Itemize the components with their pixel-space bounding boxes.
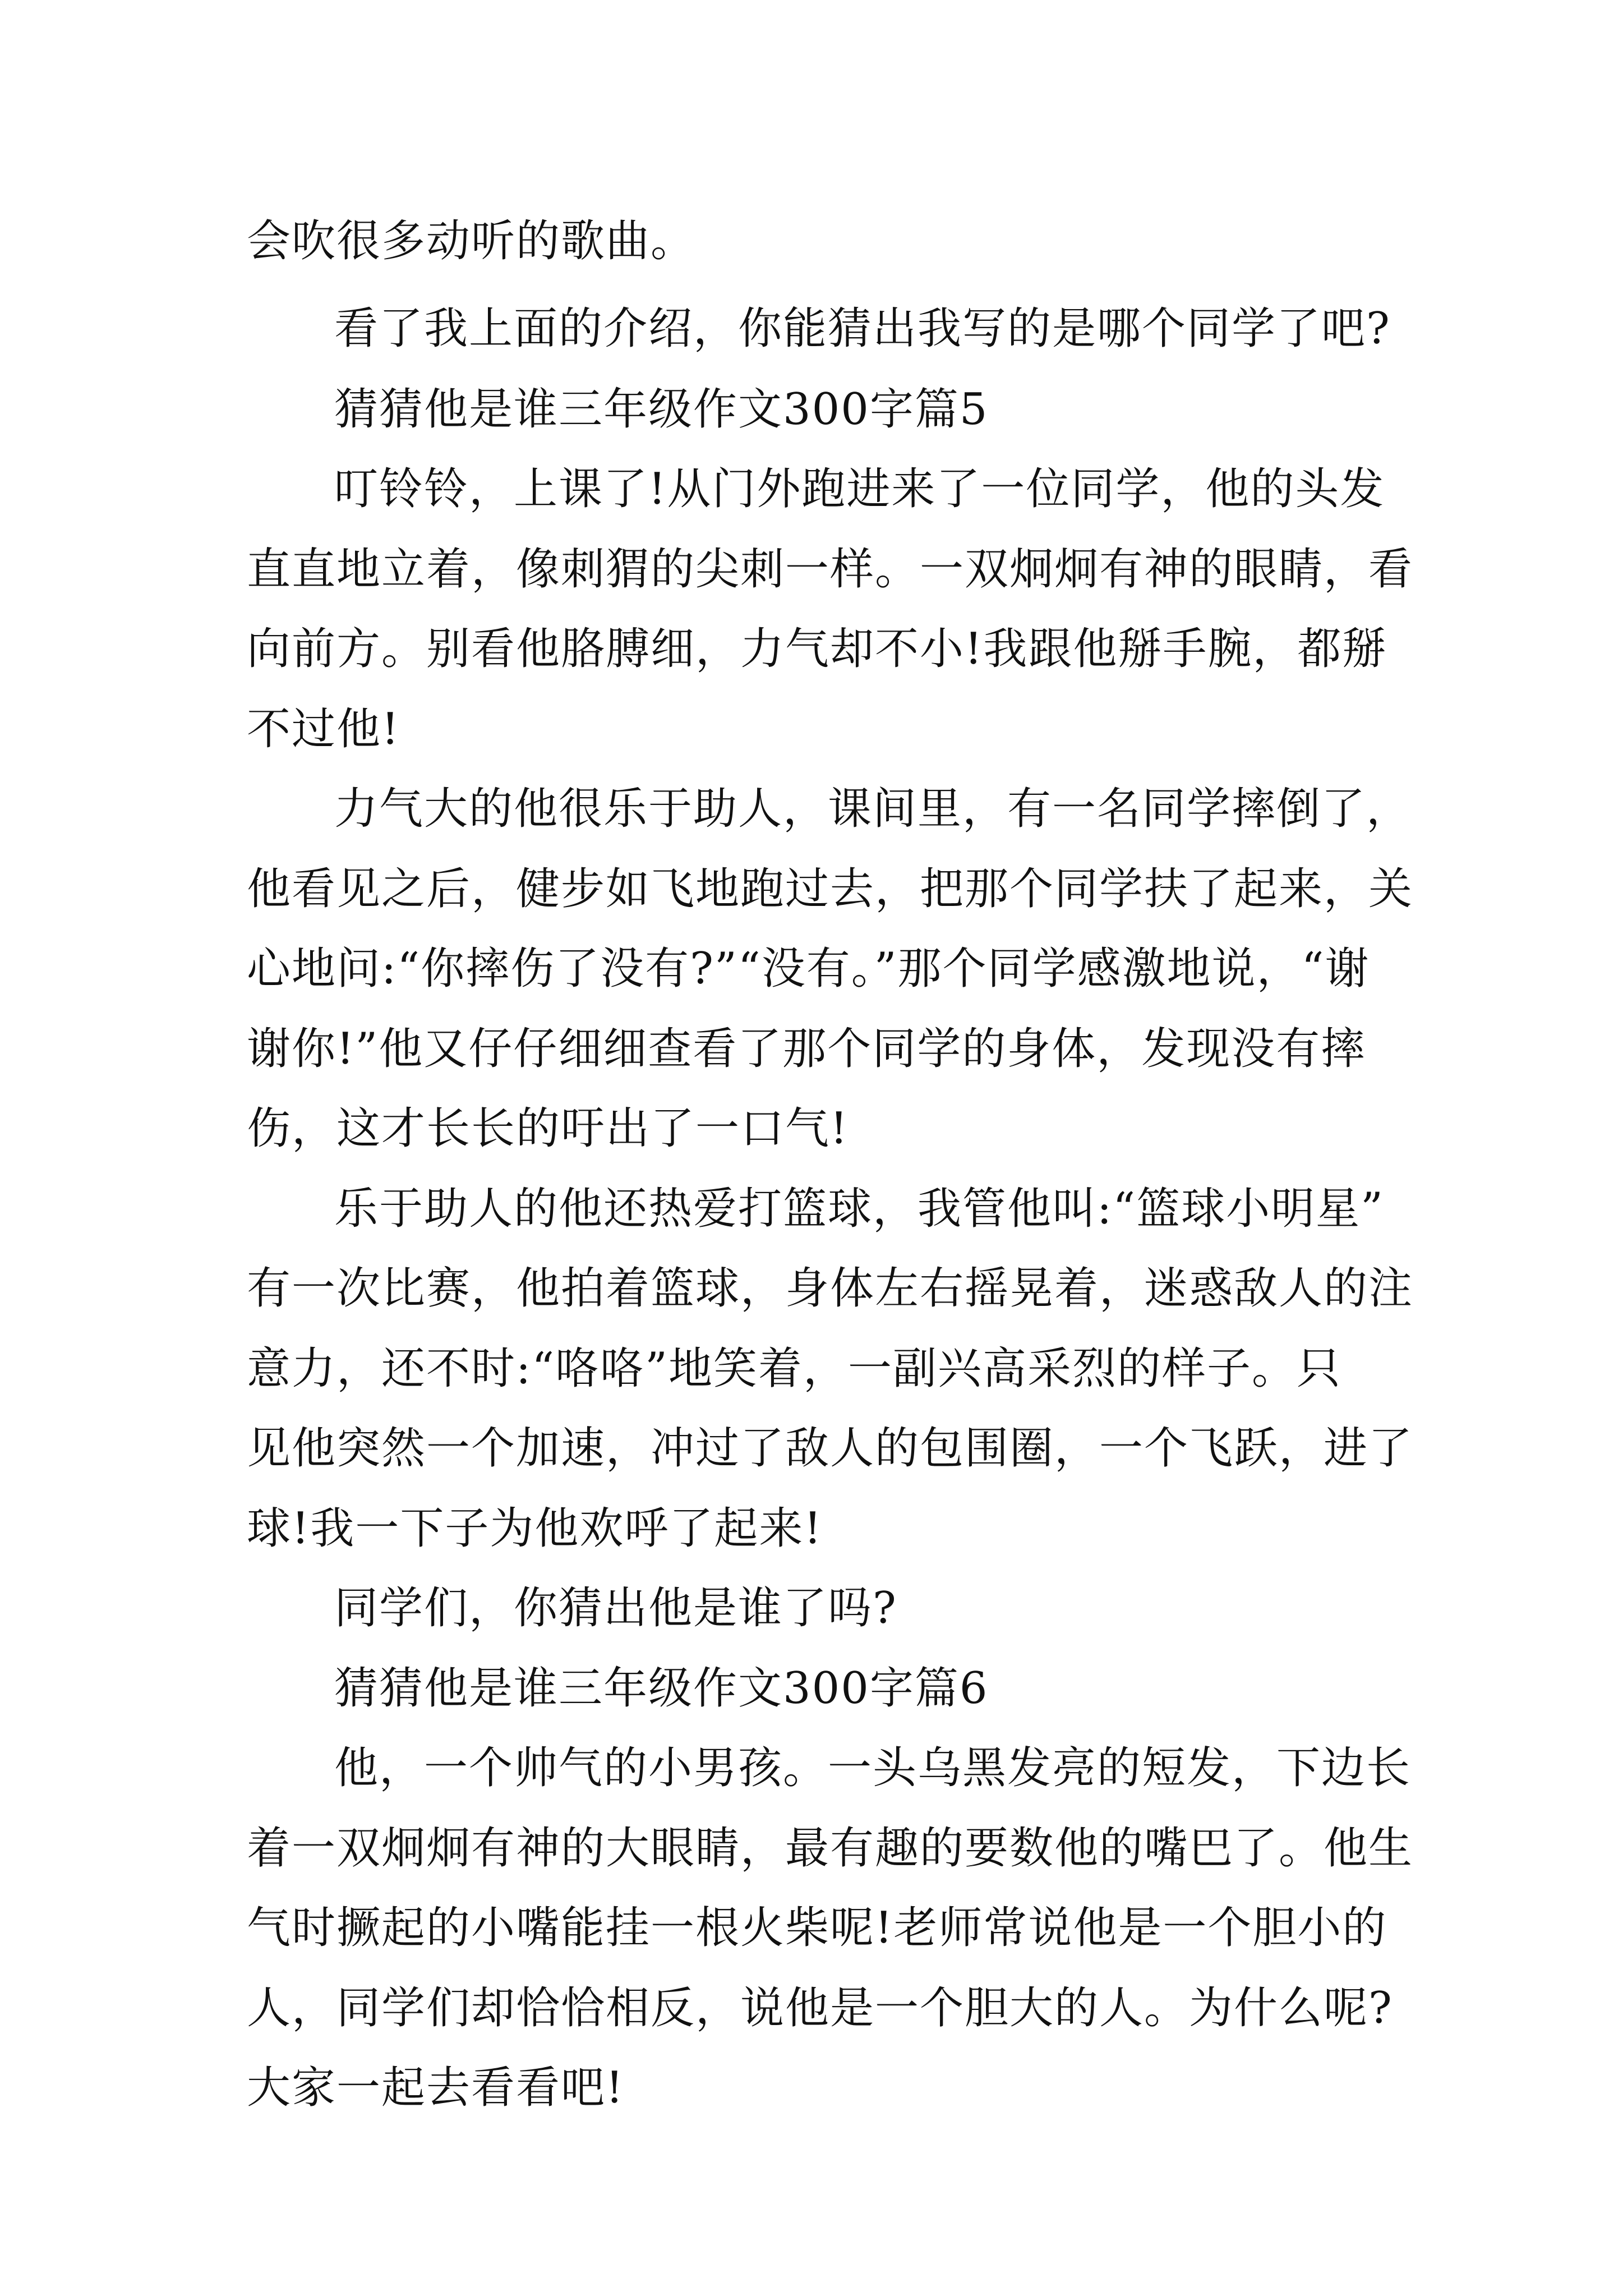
- text-line: 伤，这才长长的吁出了一口气!: [247, 1103, 849, 1154]
- text-line: 同学们，你猜出他是谁了吗?: [334, 1583, 897, 1634]
- text-line: 会吹很多动听的歌曲。: [247, 216, 696, 266]
- text-line: 意力，还不时:“咯咯”地笑着，一副兴高采烈的样子。只: [247, 1343, 1342, 1394]
- text-line: 球!我一下子为他欢呼了起来!: [247, 1503, 823, 1554]
- text-line: 谢你!”他又仔仔细细查看了那个同学的身体，发现没有摔: [247, 1024, 1366, 1074]
- section-heading: 猜猜他是谁三年级作文300字篇6: [334, 1663, 989, 1714]
- text-line: 见他突然一个加速，冲过了敌人的包围圈，一个飞跃，进了: [247, 1423, 1414, 1474]
- text-line: 直直地立着，像刺猬的尖刺一样。一双炯炯有神的眼睛，看: [247, 544, 1414, 595]
- text-line: 不过他!: [247, 704, 400, 754]
- text-line: 力气大的他很乐于助人，课间里，有一名同学摔倒了，: [334, 784, 1412, 834]
- section-heading: 猜猜他是谁三年级作文300字篇5: [334, 384, 989, 435]
- text-line: 气时撅起的小嘴能挂一根火柴呢!老师常说他是一个胆小的: [247, 1903, 1387, 1953]
- text-line: 叮铃铃，上课了!从门外跑进来了一位同学，他的头发: [334, 464, 1385, 514]
- text-line: 心地问:“你摔伤了没有?”“没有。”那个同学感激地说，“谢: [247, 944, 1370, 994]
- text-line: 看了我上面的介绍，你能猜出我写的是哪个同学了吧?: [334, 303, 1391, 354]
- text-line: 有一次比赛，他拍着篮球，身体左右摇晃着，迷惑敌人的注: [247, 1263, 1414, 1314]
- text-line: 向前方。别看他胳膊细，力气却不小!我跟他掰手腕，都掰: [247, 624, 1387, 674]
- text-line: 着一双炯炯有神的大眼睛，最有趣的要数他的嘴巴了。他生: [247, 1823, 1414, 1874]
- text-line: 他，一个帅气的小男孩。一头乌黑发亮的短发，下边长: [334, 1743, 1412, 1793]
- text-line: 人，同学们却恰恰相反，说他是一个胆大的人。为什么呢?: [247, 1983, 1393, 2033]
- text-line: 他看见之后，健步如飞地跑过去，把那个同学扶了起来，关: [247, 864, 1414, 914]
- text-line: 乐于助人的他还热爱打篮球，我管他叫:“篮球小明星”: [334, 1184, 1385, 1234]
- text-line: 大家一起去看看吧!: [247, 2063, 625, 2113]
